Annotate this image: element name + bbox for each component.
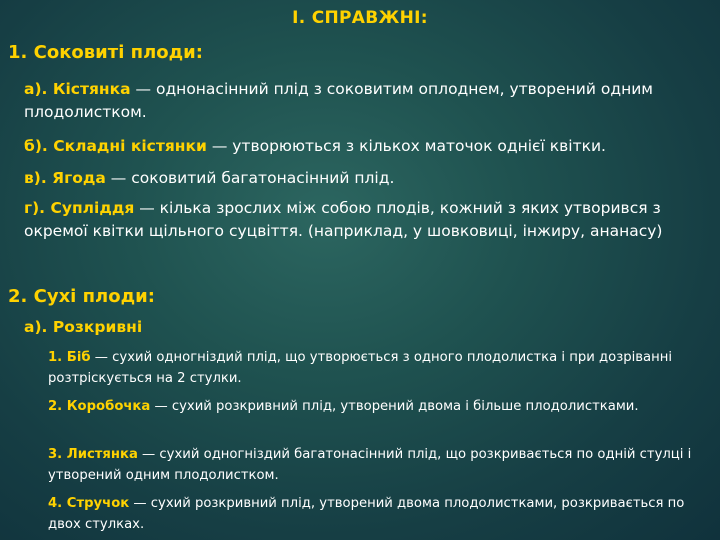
- list-item: [48, 444, 698, 486]
- term-definition: — кілька зрослих між собою плодів, кожний з яких утворився з окремої квітки щільного суцвіття. (наприклад, у шовковиці, інжиру, ананасу): [24, 199, 663, 240]
- list-item: [48, 396, 698, 417]
- list-item: [24, 135, 704, 158]
- term-label: г). Супліддя: [24, 199, 135, 217]
- term-definition: — однонасінний плід з соковитим оплоднем, утворений одним плодолистком.: [24, 80, 653, 121]
- section-heading-dry-fruits: 2. Сухі плоди:: [8, 286, 155, 307]
- term-definition: — сухий розкривний плід, утворений двома і більше плодолистками.: [150, 399, 639, 414]
- term-label: а). Кістянка: [24, 80, 131, 98]
- subsection-heading-dehiscent: а). Розкривні: [24, 318, 143, 336]
- term-definition: — сухий розкривний плід, утворений двома плодолистками, розкривається по двох стулках.: [48, 496, 685, 532]
- term-label: 4. Стручок: [48, 496, 130, 511]
- list-item: [48, 347, 698, 389]
- term-label: б). Складні кістянки: [24, 137, 207, 155]
- term-label: 1. Біб: [48, 350, 91, 365]
- slide-title: I. СПРАВЖНІ:: [292, 8, 428, 28]
- term-definition: — соковитий багатонасінний плід.: [105, 169, 395, 187]
- section-heading-juicy-fruits: 1. Соковиті плоди:: [8, 42, 203, 63]
- list-item: [48, 493, 698, 535]
- list-item: [24, 78, 704, 124]
- term-definition: — сухий одногніздий плід, що утворюється з одного плодолистка і при дозріванні розтріскується на 2 стулки.: [48, 350, 672, 386]
- term-definition: — утворюються з кількох маточок однієї квітки.: [206, 137, 606, 155]
- term-definition: — сухий одногніздий багатонасінний плід, що розкривається по одній стулці і утворений одним плодолистком.: [48, 447, 692, 483]
- list-item: [24, 197, 704, 243]
- term-label: 3. Листянка: [48, 447, 138, 462]
- term-label: в). Ягода: [24, 169, 106, 187]
- list-item: [24, 167, 704, 190]
- term-label: 2. Коробочка: [48, 399, 151, 414]
